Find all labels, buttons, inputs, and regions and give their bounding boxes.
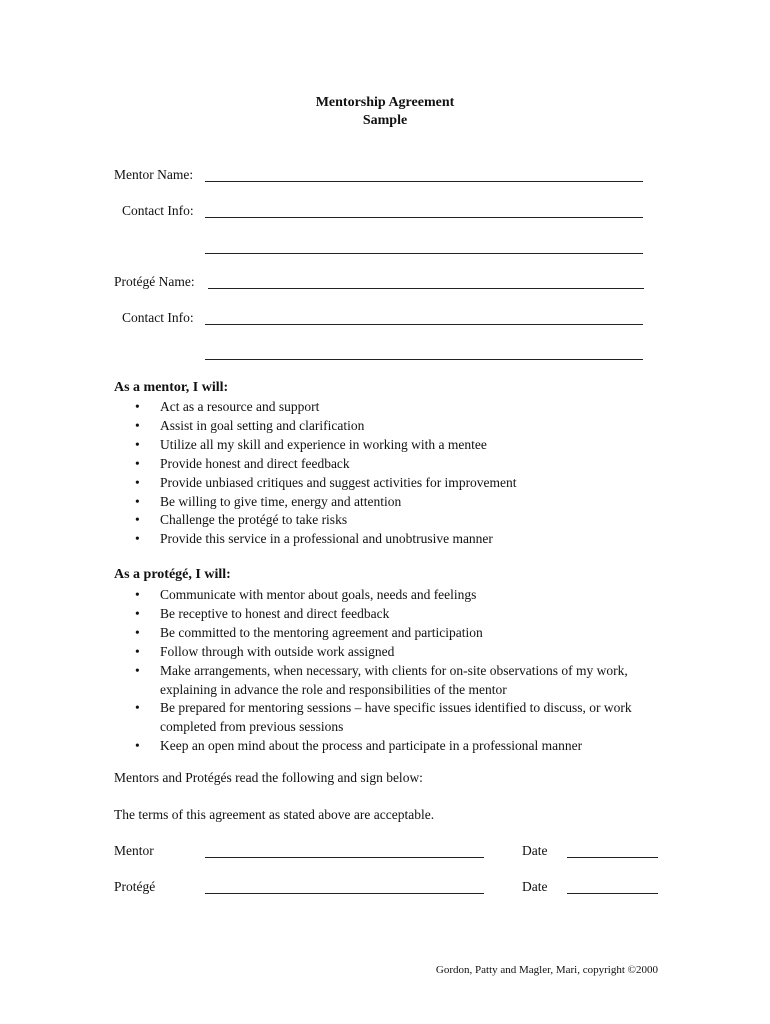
mentor-contact-line-2[interactable] (205, 253, 643, 254)
mentor-date-label: Date (522, 843, 548, 858)
mentor-section-heading: As a mentor, I will: (114, 380, 229, 395)
list-item: • Provide this service in a professional and unobtrusive manner (114, 530, 674, 549)
protege-date-label: Date (522, 879, 548, 894)
sign-instruction: Mentors and Protégés read the following and sign below: (114, 770, 423, 785)
list-item: • Assist in goal setting and clarification (114, 417, 674, 436)
copyright-footer: Gordon, Patty and Magler, Mari, copyright ©2000 (435, 964, 658, 976)
document-subtitle: Sample (362, 113, 408, 128)
list-item: • Keep an open mind about the process and participate in a professional manner (114, 737, 674, 756)
protege-date-line[interactable] (567, 893, 658, 894)
mentor-date-line[interactable] (567, 857, 658, 858)
list-item: • Provide unbiased critiques and suggest activities for improvement (114, 474, 674, 493)
protege-contact-line-2[interactable] (205, 359, 643, 360)
protege-signature-label: Protégé (114, 879, 156, 894)
protege-section-heading: As a protégé, I will: (114, 567, 231, 582)
protege-name-line[interactable] (208, 288, 644, 289)
list-item: • Act as a resource and support (114, 398, 674, 417)
mentor-name-label: Mentor Name: (114, 167, 194, 182)
list-item: • Follow through with outside work assigned (114, 643, 674, 662)
agreement-statement: The terms of this agreement as stated above are acceptable. (114, 807, 435, 822)
mentor-signature-line[interactable] (205, 857, 484, 858)
list-item: • Communicate with mentor about goals, needs and feelings (114, 586, 674, 605)
list-item: • Make arrangements, when necessary, with clients for on-site observations of my work, explaining in advance the role and responsibilities of the mentor (114, 662, 674, 700)
list-item: • Be prepared for mentoring sessions – have specific issues identified to discuss, or work completed from previous sessions (114, 699, 674, 737)
mentor-name-line[interactable] (205, 181, 643, 182)
mentor-signature-label: Mentor (114, 843, 154, 858)
list-item: • Provide honest and direct feedback (114, 455, 674, 474)
protege-contact-label: Contact Info: (122, 310, 194, 325)
list-item: • Utilize all my skill and experience in working with a mentee (114, 436, 674, 455)
mentor-commitments-list (114, 398, 674, 549)
protege-name-label: Protégé Name: (114, 274, 195, 289)
mentor-contact-line-1[interactable] (205, 217, 643, 218)
list-item: • Challenge the protégé to take risks (114, 511, 674, 530)
list-item: • Be willing to give time, energy and attention (114, 493, 674, 512)
list-item: • Be receptive to honest and direct feedback (114, 605, 674, 624)
protege-contact-line-1[interactable] (205, 324, 643, 325)
protege-signature-line[interactable] (205, 893, 484, 894)
document-title: Mentorship Agreement (315, 95, 455, 110)
list-item: • Be committed to the mentoring agreement and participation (114, 624, 674, 643)
protege-commitments-list (114, 586, 674, 756)
mentor-contact-label: Contact Info: (122, 203, 194, 218)
